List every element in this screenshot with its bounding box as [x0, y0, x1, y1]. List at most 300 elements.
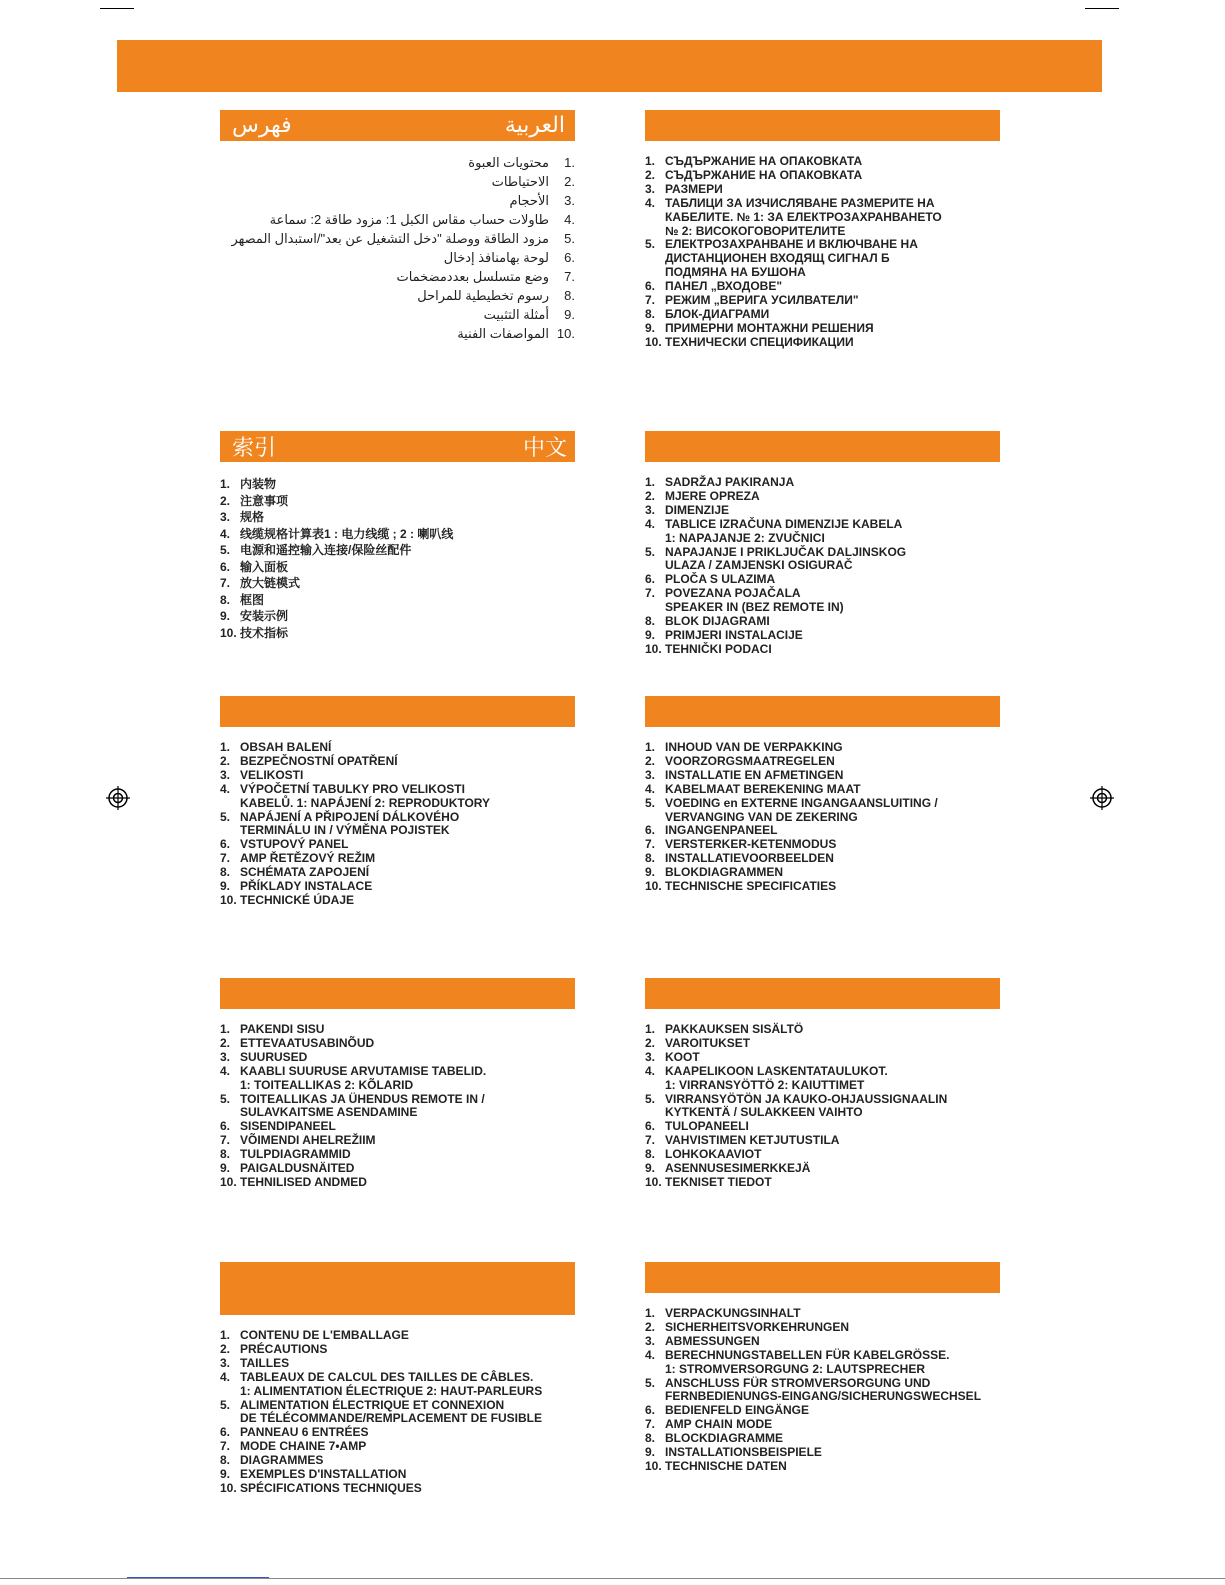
list-item: [220, 1426, 575, 1440]
item-text: VSTUPOVÝ PANEL: [240, 837, 349, 852]
item-text: ТЕХНИЧЕСКИ СПЕЦИФИКАЦИИ: [665, 334, 854, 349]
item-text: TECHNICKÉ ÚDAJE: [240, 892, 355, 907]
item-text: SUURUSED: [240, 1049, 308, 1064]
item-number: 8.: [220, 1147, 231, 1162]
list-item: [220, 1329, 575, 1343]
item-text: SISENDIPANEEL: [240, 1119, 336, 1134]
item-number: .8: [564, 288, 575, 303]
section-dutch: [645, 696, 1000, 894]
item-number: 4.: [645, 195, 656, 210]
item-text: POVEZANA POJAČALA SPEAKER IN (BEZ REMOTE IN): [665, 586, 844, 615]
item-text: BLOCKDIAGRAMME: [665, 1431, 783, 1446]
list-item: [220, 1468, 575, 1482]
item-number: 1.: [220, 1022, 231, 1036]
header-label-left: 索引: [232, 436, 277, 461]
item-text: VAHVISTIMEN KETJUTUSTILA: [665, 1133, 840, 1148]
item-text: INSTALLATIONSBEISPIELE: [665, 1445, 822, 1460]
item-number: 3.: [645, 767, 656, 782]
list-item: [645, 797, 1000, 825]
list-item: [645, 1093, 1000, 1121]
list-item: [645, 1065, 1000, 1093]
item-text: BEDIENFELD EINGÄNGE: [665, 1403, 810, 1418]
list-item: [645, 838, 1000, 852]
list-item: [220, 1357, 575, 1371]
list-item: [645, 518, 1000, 546]
list-item: [220, 153, 575, 172]
item-number: 10.: [220, 625, 237, 640]
item-number: 9.: [220, 609, 231, 623]
list-item: [645, 322, 1000, 336]
item-number: 3.: [645, 181, 656, 196]
item-text: 注意事项: [240, 493, 289, 508]
item-number: 6.: [645, 279, 656, 294]
section-bulgarian: [645, 110, 1000, 350]
item-number: 6.: [645, 823, 656, 838]
item-text: TOITEALLIKAS JA ÜHENDUS REMOTE IN / SULAVKAITSME ASENDAMINE: [240, 1091, 485, 1120]
section-czech: [220, 696, 575, 908]
item-number: 2.: [645, 1319, 656, 1334]
list-item: [220, 741, 575, 755]
list-item: [645, 643, 1000, 657]
item-text: 输入面板: [240, 559, 289, 574]
item-text: BEZPEČNOSTNÍ OPATŘENÍ: [240, 753, 398, 768]
list-item: [645, 1051, 1000, 1065]
list-item: [220, 1371, 575, 1399]
item-text: ASENNUSESIMERKKEJÄ: [665, 1161, 811, 1176]
item-number: 3.: [220, 1355, 231, 1370]
item-text: محتويات العبوة: [468, 155, 549, 170]
item-text: BLOKDIAGRAMMEN: [665, 865, 783, 880]
list-item: [220, 476, 575, 493]
item-text: أمثلة التثبيت: [483, 307, 549, 322]
item-number: .5: [564, 231, 575, 246]
item-text: AMP ŘETĚZOVÝ REŽIM: [240, 851, 376, 866]
list-item: [645, 280, 1000, 294]
item-number: 8.: [220, 592, 231, 607]
item-number: 10.: [645, 1458, 662, 1473]
item-number: 3.: [645, 1049, 656, 1064]
item-number: 2.: [645, 753, 656, 768]
contents-list: [220, 741, 575, 908]
list-item: [220, 1065, 575, 1093]
list-item: [645, 824, 1000, 838]
registration-mark-icon: [106, 786, 130, 810]
item-number: .9: [564, 307, 575, 322]
contents-list: [645, 476, 1000, 657]
item-text: СЪДЪРЖАНИЕ НА ОПАКОВКАТА: [665, 167, 863, 182]
list-item: [220, 172, 575, 191]
list-item: [645, 155, 1000, 169]
item-number: 4.: [645, 516, 656, 531]
item-text: TULOPANEELI: [665, 1119, 749, 1134]
item-number: 8.: [645, 614, 656, 629]
item-number: 6.: [645, 572, 656, 587]
item-text: СЪДЪРЖАНИЕ НА ОПАКОВКАТА: [665, 154, 863, 168]
list-item: [645, 629, 1000, 643]
item-text: VÝPOČETNÍ TABULKY PRO VELIKOSTI KABELŮ. 1: NAPÁJENÍ 2: REPRODUKTORY: [240, 781, 491, 810]
item-number: 5.: [220, 543, 231, 557]
item-number: 5.: [645, 1091, 656, 1106]
item-number: 8.: [645, 1431, 656, 1446]
list-item: [220, 880, 575, 894]
list-item: [645, 336, 1000, 350]
item-text: ABMESSUNGEN: [665, 1333, 760, 1348]
list-item: [645, 197, 1000, 239]
crop-mark-top-right: [1085, 8, 1119, 9]
item-text: TULPDIAGRAMMID: [240, 1147, 351, 1162]
item-text: VERPACKUNGSINHALT: [665, 1306, 801, 1320]
item-text: ТАБЛИЦИ ЗА ИЗЧИСЛЯВАНЕ РАЗМЕРИТЕ НА КАБЕЛИТЕ. № 1: ЗА ЕЛЕКТРОЗАХРАНВАНЕТО № 2: ВИСОКОГОВОРИТЕЛИТЕ: [665, 195, 942, 238]
list-item: [220, 575, 575, 592]
item-text: VOORZORGSMAATREGELEN: [665, 753, 835, 768]
item-number: 10.: [220, 1480, 237, 1495]
item-text: طاولات حساب مقاس الكبل 1: مزود طاقة 2: سماعة: [269, 212, 549, 227]
list-item: [220, 542, 575, 559]
item-number: 4.: [220, 1369, 231, 1384]
bottom-link-underline: [127, 1577, 269, 1578]
list-item: [645, 238, 1000, 280]
item-text: PAKENDI SISU: [240, 1022, 325, 1036]
item-number: 8.: [645, 851, 656, 866]
section-french: [220, 1262, 575, 1496]
list-item: [645, 1162, 1000, 1176]
list-item: [220, 1148, 575, 1162]
section-croatian: [645, 431, 1000, 657]
item-text: INHOUD VAN DE VERPAKKING: [665, 740, 843, 754]
item-text: VAROITUKSET: [665, 1035, 751, 1050]
item-number: 8.: [220, 865, 231, 880]
item-text: BERECHNUNGSTABELLEN FÜR KABELGRÖSSE. 1: STROMVERSORGUNG 2: LAUTSPRECHER: [665, 1347, 950, 1376]
item-text: KOOT: [665, 1049, 700, 1064]
list-item: [645, 169, 1000, 183]
list-item: [220, 1093, 575, 1121]
list-item: [220, 1454, 575, 1468]
item-text: TECHNISCHE DATEN: [665, 1458, 787, 1473]
item-number: 9.: [220, 1161, 231, 1176]
item-number: 1.: [645, 1022, 656, 1036]
item-text: PANNEAU 6 ENTRÉES: [240, 1425, 369, 1440]
item-number: 4.: [220, 1063, 231, 1078]
list-item: [645, 1176, 1000, 1190]
item-text: 放大链模式: [240, 576, 301, 590]
item-text: LOHKOKAAVIOT: [665, 1147, 762, 1162]
item-text: ETTEVAATUSABINÕUD: [240, 1035, 375, 1050]
item-number: 2.: [220, 753, 231, 768]
item-number: 4.: [645, 1063, 656, 1078]
item-number: 5.: [220, 1397, 231, 1412]
item-number: 8.: [645, 306, 656, 321]
item-text: KABELMAAT BEREKENING MAAT: [665, 781, 861, 796]
item-text: KAABLI SUURUSE ARVUTAMISE TABELID. 1: TOITEALLIKAS 2: KÕLARID: [240, 1063, 487, 1092]
list-item: [645, 741, 1000, 755]
item-number: 10.: [645, 1174, 662, 1189]
item-text: PRÉCAUTIONS: [240, 1341, 328, 1356]
item-number: 3.: [645, 1333, 656, 1348]
item-number: .6: [564, 250, 575, 265]
list-item: [220, 592, 575, 609]
list-item: [645, 1446, 1000, 1460]
item-number: 4.: [220, 781, 231, 796]
item-number: 1.: [220, 477, 231, 491]
list-item: [645, 1023, 1000, 1037]
item-text: NAPÁJENÍ A PŘIPOJENÍ DÁLKOVÉHO TERMINÁLU IN / VÝMĚNA POJISTEK: [240, 809, 460, 838]
item-text: PLOČA S ULAZIMA: [665, 572, 776, 587]
item-text: VIRRANSYÖTÖN JA KAUKO-OHJAUSSIGNAALIN KYTKENTÄ / SULAKKEEN VAIHTO: [665, 1091, 948, 1120]
list-item: [220, 286, 575, 305]
item-text: الاحتياطات: [491, 174, 549, 189]
item-text: INSTALLATIEVOORBEELDEN: [665, 851, 834, 866]
list-item: [220, 769, 575, 783]
item-text: EXEMPLES D'INSTALLATION: [240, 1467, 407, 1482]
list-item: [645, 490, 1000, 504]
contents-list: [645, 741, 1000, 894]
item-text: VELIKOSTI: [240, 767, 304, 782]
list-item: [220, 1051, 575, 1065]
page-bottom-rule: [0, 1578, 1225, 1579]
item-text: PAIGALDUSNÄITED: [240, 1161, 355, 1176]
item-number: 7.: [645, 293, 656, 308]
list-item: [220, 509, 575, 526]
contents-list: [220, 153, 575, 343]
item-number: 7.: [220, 851, 231, 866]
item-number: 2.: [645, 488, 656, 503]
list-item: [220, 267, 575, 286]
list-item: [645, 866, 1000, 880]
item-text: VOEDING en EXTERNE INGANGAANSLUITING / VERVANGING VAN DE ZEKERING: [665, 795, 938, 824]
item-text: TEKNISET TIEDOT: [665, 1174, 772, 1189]
list-item: [645, 1377, 1000, 1405]
list-item: [645, 1148, 1000, 1162]
item-number: 8.: [645, 1147, 656, 1162]
item-text: 技术指标: [240, 625, 289, 640]
section-german: [645, 1262, 1000, 1474]
list-item: [645, 1037, 1000, 1051]
item-number: .1: [564, 155, 575, 170]
item-number: 7.: [645, 837, 656, 852]
list-item: [645, 1335, 1000, 1349]
list-item: [645, 476, 1000, 490]
item-number: 7.: [220, 1439, 231, 1454]
item-number: 9.: [645, 320, 656, 335]
item-number: 6.: [645, 1119, 656, 1134]
item-text: 框图: [240, 592, 265, 607]
item-number: 7.: [220, 576, 231, 590]
item-text: ПРИМЕРНИ МОНТАЖНИ РЕШЕНИЯ: [665, 320, 874, 335]
list-item: [645, 852, 1000, 866]
item-text: المواصفات الفنية: [457, 326, 549, 341]
list-item: [220, 191, 575, 210]
item-number: .10: [556, 326, 575, 341]
item-number: 7.: [645, 1417, 656, 1432]
list-item: [220, 210, 575, 229]
list-item: [645, 308, 1000, 322]
contents-list: [645, 155, 1000, 350]
section-header-bulgarian: [645, 110, 1000, 141]
list-item: [645, 1349, 1000, 1377]
crop-mark-top-left: [100, 8, 134, 9]
item-number: 1.: [645, 154, 656, 168]
item-number: .2: [564, 174, 575, 189]
item-text: TABLEAUX DE CALCUL DES TAILLES DE CÂBLES. 1: ALIMENTATION ÉLECTRIQUE 2: HAUT-PARLEURS: [240, 1369, 543, 1398]
item-text: 内装物: [240, 477, 277, 491]
list-item: [220, 625, 575, 642]
item-text: TECHNISCHE SPECIFICATIES: [665, 879, 837, 894]
section-header-arabic: [220, 110, 575, 141]
top-banner: [117, 40, 1102, 92]
list-item: [645, 1134, 1000, 1148]
item-text: CONTENU DE L'EMBALLAGE: [240, 1328, 409, 1342]
contents-list: [220, 1329, 575, 1496]
item-number: 2.: [645, 167, 656, 182]
item-number: 4.: [220, 526, 231, 541]
item-text: DIMENZIJE: [665, 502, 730, 517]
item-text: TEHNIČKI PODACI: [665, 641, 772, 656]
list-item: [220, 783, 575, 811]
section-header-chinese: [220, 431, 575, 462]
item-number: 1.: [645, 475, 656, 489]
list-item: [220, 493, 575, 510]
item-number: 3.: [220, 510, 231, 524]
contents-list: [220, 476, 575, 641]
item-text: PAKKAUKSEN SISÄLTÖ: [665, 1022, 804, 1036]
item-text: РАЗМЕРИ: [665, 181, 723, 196]
list-item: [220, 755, 575, 769]
item-text: ANSCHLUSS FÜR STROMVERSORGUNG UND FERNBEDIENUNGS-EINGANG/SICHERUNGSWECHSEL: [665, 1375, 982, 1404]
item-text: رسوم تخطيطية للمراحل: [417, 288, 549, 303]
list-item: [645, 1321, 1000, 1335]
list-item: [220, 1176, 575, 1190]
list-item: [220, 1134, 575, 1148]
item-text: AMP CHAIN MODE: [665, 1417, 773, 1432]
item-number: 1.: [645, 740, 656, 754]
item-number: 1.: [645, 1306, 656, 1320]
item-text: 规格: [240, 510, 265, 524]
item-number: 2.: [645, 1035, 656, 1050]
list-item: [220, 1399, 575, 1427]
item-number: 4.: [645, 1347, 656, 1362]
item-number: 9.: [220, 879, 231, 894]
item-text: VÕIMENDI AHELREŽIIM: [240, 1133, 376, 1148]
list-item: [645, 880, 1000, 894]
item-number: 8.: [220, 1453, 231, 1468]
list-item: [220, 894, 575, 908]
item-number: 9.: [645, 1445, 656, 1460]
section-header-german: [645, 1262, 1000, 1293]
item-number: 6.: [645, 1403, 656, 1418]
list-item: [645, 615, 1000, 629]
item-number: 3.: [645, 502, 656, 517]
item-number: 2.: [220, 1341, 231, 1356]
item-text: KAAPELIKOON LASKENTATAULUKOT. 1: VIRRANSYÖTTÖ 2: KAIUTTIMET: [665, 1063, 888, 1092]
list-item: [645, 294, 1000, 308]
list-item: [645, 769, 1000, 783]
list-item: [220, 1343, 575, 1357]
section-estonian: [220, 978, 575, 1190]
list-item: [220, 305, 575, 324]
item-text: TEHNILISED ANDMED: [240, 1174, 367, 1189]
list-item: [645, 1307, 1000, 1321]
item-text: INGANGENPANEEL: [665, 823, 778, 838]
item-number: 9.: [645, 627, 656, 642]
item-number: 10.: [220, 892, 237, 907]
item-text: PRIMJERI INSTALACIJE: [665, 627, 803, 642]
item-number: 5.: [645, 544, 656, 559]
section-header-dutch: [645, 696, 1000, 727]
item-number: 1.: [220, 1328, 231, 1342]
item-text: SPÉCIFICATIONS TECHNIQUES: [240, 1480, 422, 1495]
item-text: БЛОК-ДИАГРАМИ: [665, 306, 770, 321]
item-number: 5.: [645, 795, 656, 810]
list-item: [220, 1482, 575, 1496]
item-number: 6.: [220, 1425, 231, 1440]
list-item: [220, 1162, 575, 1176]
item-text: SCHÉMATA ZAPOJENÍ: [240, 865, 370, 880]
item-number: 4.: [645, 781, 656, 796]
contents-list: [645, 1307, 1000, 1474]
list-item: [645, 504, 1000, 518]
list-item: [220, 559, 575, 576]
list-item: [645, 1418, 1000, 1432]
item-text: PŘÍKLADY INSTALACE: [240, 879, 373, 894]
list-item: [220, 608, 575, 625]
item-text: OBSAH BALENÍ: [240, 740, 332, 754]
section-arabic: [220, 110, 575, 343]
item-text: SADRŽAJ PAKIRANJA: [665, 475, 795, 489]
list-item: [220, 526, 575, 543]
section-header-croatian: [645, 431, 1000, 462]
item-text: لوحة بهامنافذ إدخال: [443, 250, 549, 265]
section-header-finnish: [645, 978, 1000, 1009]
item-text: VERSTERKER-KETENMODUS: [665, 837, 837, 852]
item-text: ЕЛЕКТРОЗАХРАНВАНЕ И ВКЛЮЧВАНЕ НА ДИСТАНЦИОНЕН ВХОДЯЩ СИГНАЛ Б ПОДМЯНА НА БУШОНА: [665, 237, 918, 280]
item-text: مزود الطاقة ووصلة "دخل التشغيل عن بعد"/استبدال المصهر: [231, 231, 549, 246]
item-number: 10.: [220, 1174, 237, 1189]
item-number: 6.: [220, 1119, 231, 1134]
item-number: 9.: [645, 1161, 656, 1176]
item-text: الأحجام: [509, 193, 549, 208]
item-text: SICHERHEITSVORKEHRUNGEN: [665, 1319, 850, 1334]
item-number: 9.: [645, 865, 656, 880]
item-number: 2.: [220, 1035, 231, 1050]
list-item: [645, 1404, 1000, 1418]
contents-list: [645, 1023, 1000, 1190]
contents-list: [220, 1023, 575, 1190]
item-text: 电源和遥控输入连接/保险丝配件: [240, 543, 412, 557]
item-number: 6.: [220, 837, 231, 852]
list-item: [220, 229, 575, 248]
section-finnish: [645, 978, 1000, 1190]
item-number: 6.: [220, 559, 231, 574]
list-item: [220, 1023, 575, 1037]
list-item: [645, 587, 1000, 615]
list-item: [220, 811, 575, 839]
list-item: [220, 866, 575, 880]
item-text: وضع متسلسل بعددمضخمات: [396, 269, 549, 284]
header-label-left: فهرس: [232, 113, 292, 138]
list-item: [645, 183, 1000, 197]
list-item: [220, 1440, 575, 1454]
item-text: BLOK DIJAGRAMI: [665, 614, 770, 629]
item-number: 10.: [645, 334, 662, 349]
section-header-czech: [220, 696, 575, 727]
list-item: [645, 783, 1000, 797]
item-text: TABLICE IZRAČUNA DIMENZIJE KABELA 1: NAPAJANJE 2: ZVUČNICI: [665, 516, 903, 545]
item-text: 安装示例: [240, 609, 289, 623]
item-text: 线缆规格计算表1 : 电力线缆 ; 2 : 喇叭线: [240, 526, 454, 541]
item-text: DIAGRAMMES: [240, 1453, 324, 1468]
section-header-french: [220, 1262, 575, 1315]
item-number: 7.: [645, 586, 656, 601]
